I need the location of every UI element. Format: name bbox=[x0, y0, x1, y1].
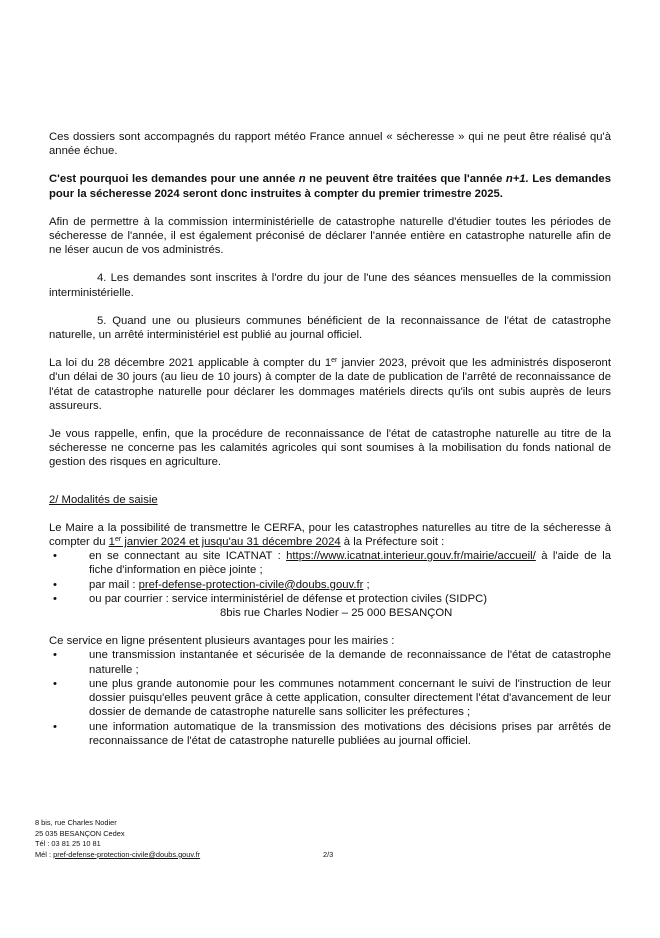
submission-methods-list bbox=[49, 549, 611, 620]
date-range-text: 1er janvier 2024 et jusqu'au 31 décembre 2024 bbox=[108, 536, 341, 549]
text-run: à l'aide de la fiche d'information en pièce jointe ; bbox=[89, 550, 611, 577]
paragraph-whole-year: Afin de permettre à la commission interministérielle de catastrophe naturelle d'étudier toutes les périodes de sécheresse de l'année, il est également préconisé de déclarer l'année entière en catastrophe naturelle afin de ne léser aucun de vos administrés. bbox=[49, 215, 611, 257]
text-run: ou par courrier : service interministériel de défense et protection civiles (SIDPC) bbox=[89, 592, 488, 605]
text-run: Les demandes pour la sécheresse 2024 seront donc instruites à compter du premier trimestre 2025. bbox=[49, 173, 611, 200]
paragraph-item-4: 4. Les demandes sont inscrites à l'ordre du jour de l'une des séances mensuelles de la commission interministérielle. bbox=[49, 272, 611, 299]
text-run: La loi du 28 décembre 2021 applicable à compter du 1 bbox=[49, 357, 332, 370]
section-heading-modalites: 2/ Modalités de saisie bbox=[49, 493, 158, 506]
list-item bbox=[49, 720, 611, 748]
text-run: en se connectant au site ICATNAT : bbox=[89, 550, 287, 563]
page-footer bbox=[35, 818, 334, 860]
email-link[interactable]: pref-defense-protection-civile@doubs.gouv.fr bbox=[138, 578, 364, 591]
list-item bbox=[49, 578, 611, 592]
text-run: une transmission instantanée et sécurisée de la demande de reconnaissance de l'état de catastrophe naturelle ; bbox=[89, 649, 611, 676]
icatnat-link[interactable]: https://www.icatnat.interieur.gouv.fr/mairie/accueil/ bbox=[286, 550, 536, 563]
list-item bbox=[49, 549, 611, 577]
text-run: à la Préfecture soit : bbox=[340, 536, 445, 549]
bullet-icon: • bbox=[53, 720, 57, 733]
paragraph-reminder: Je vous rappelle, enfin, que la procédure de reconnaissance de l'état de catastrophe naturelle au titre de la sécheresse ne concerne pas les calamités agricoles qui sont soumises à la mobilisation du fonds national de gestion des risques en agriculture. bbox=[49, 428, 611, 469]
page-number: 2/3 bbox=[323, 849, 334, 859]
bullet-icon: • bbox=[53, 677, 57, 690]
paragraph-item-5: 5. Quand une ou plusieurs communes bénéficient de la reconnaissance de l'état de catastrophe naturelle, un arrêté interministériel est publié au journal officiel. bbox=[49, 314, 611, 342]
superscript: er bbox=[331, 357, 338, 365]
text-run: ne peuvent être traitées que l'année bbox=[305, 173, 506, 186]
postal-address: 8bis rue Charles Nodier – 25 000 BESANÇON bbox=[220, 607, 453, 620]
bullet-icon: • bbox=[53, 592, 57, 605]
footer-city-line: 25 035 BESANÇON Cedex bbox=[35, 828, 125, 838]
paragraph-law-2021 bbox=[49, 356, 611, 413]
bullet-icon: • bbox=[53, 578, 57, 591]
footer-email-link[interactable]: pref-defense-protection-civile@doubs.gouv.fr bbox=[53, 849, 201, 859]
text-run: C'est pourquoi les demandes pour une année bbox=[49, 173, 299, 186]
list-item bbox=[49, 677, 611, 720]
paragraph-meteo-report: Ces dossiers sont accompagnés du rapport météo France annuel « sécheresse » qui ne peut être réalisé qu'à année échue. bbox=[49, 131, 611, 158]
advantages-list bbox=[49, 648, 611, 747]
bullet-icon: • bbox=[53, 550, 57, 563]
footer-address-line: 8 bis, rue Charles Nodier bbox=[35, 818, 117, 827]
paragraph-processing-year bbox=[49, 172, 611, 200]
paragraph-advantages-intro: Ce service en ligne présentent plusieurs avantages pour les mairies : bbox=[49, 635, 395, 648]
footer-phone-line: Tél : 03 81 25 10 81 bbox=[35, 839, 101, 849]
text-run: une plus grande autonomie pour les communes notamment concernant le suivi de l'instruction de leur dossier puisqu'elles peuvent grâce à cette application, consulter directement l'état d'avancement de leur dossier de demande de catastrophe naturelle sans solliciter les préfectures ; bbox=[89, 677, 611, 719]
list-item bbox=[49, 648, 611, 676]
text-run: janvier 2023, prévoit que les administrés disposeront d'un délai de 30 jours (au lieu de 10 jours) à compter de la date de publication de l'arrêté de reconnaissance de l'état de catastrophe naturelle pour déclarer les dommages matériels directs qu'ils ont subis auprès de leurs assureurs. bbox=[49, 357, 611, 412]
bullet-icon: • bbox=[53, 649, 57, 662]
footer-email-line: Mél : pref-defense-protection-civile@doubs.gouv.fr bbox=[35, 849, 201, 859]
text-run: une information automatique de la transmission des motivations des décisions prises par arrêtés de reconnaissance de l'état de catastrophe naturelle publiées au journal officiel. bbox=[89, 720, 611, 747]
text-run: ; bbox=[363, 578, 370, 591]
list-item bbox=[49, 592, 611, 620]
text-run-italic: n bbox=[298, 173, 306, 186]
text-run: par mail : bbox=[89, 578, 139, 591]
text-run: Le Maire a la possibilité de transmettre le CERFA, pour les catastrophes naturelles au titre de la sécheresse à compter du bbox=[49, 521, 611, 549]
document-body bbox=[49, 130, 611, 748]
paragraph-cerfa-intro bbox=[49, 521, 611, 549]
text-run-italic: n+1. bbox=[505, 173, 529, 186]
